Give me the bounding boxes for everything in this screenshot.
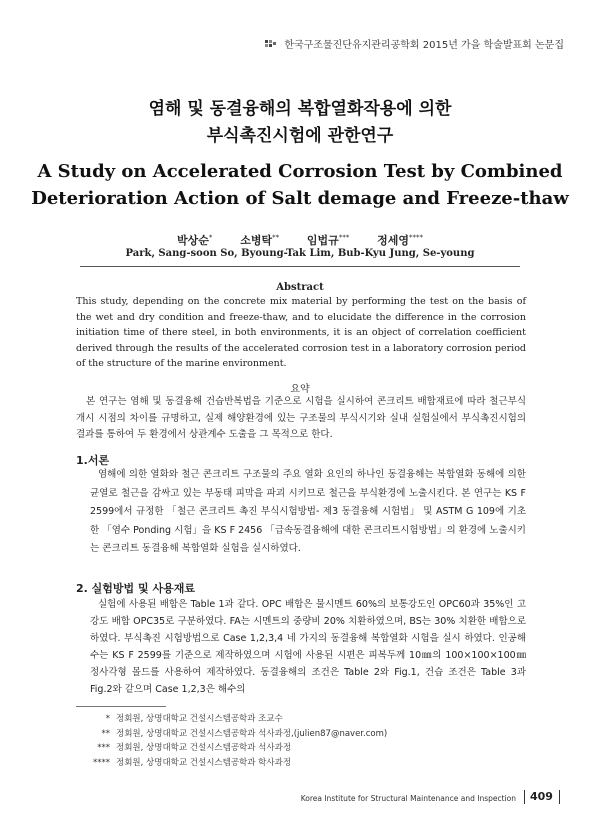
authors-korean xyxy=(0,232,600,248)
title-korean-line: 부식촉진시험에 관한연구 xyxy=(206,126,394,146)
divider xyxy=(80,266,520,267)
journal-name: 한국구조물진단유지관리공학회 2015년 가을 학술발표회 논문집 xyxy=(284,40,564,51)
abstract-body: This study, depending on the concrete mix material by performing the test on the basis of the wet and dry condition and freeze-thaw, and to elucidate the difference in the corrosion initiation time of there steel, in both environments, it is an object of correlation coefficient derived through the results of the accelerated corrosion test in a laboratory corrosion period of the structure of the marine environment. xyxy=(76,296,526,369)
footnote: ** 정회원, 상명대학교 건설시스템공학과 석사과정,(julien87@naver.com) xyxy=(101,728,388,739)
footer-divider xyxy=(559,790,560,804)
authors-english: Park, Sang-soon So, Byoung-Tak Lim, Bub-Kyu Jung, Se-young xyxy=(125,248,475,259)
title-korean-line: 염해 및 동결융해의 복합열화작용에 의한 xyxy=(148,99,452,119)
summary-body: 본 연구는 염해 및 동결융해 건습반복법을 기준으로 시험을 실시하여 콘크리트 배합재료에 따라 철근부식 개시 시점의 차이를 규명하고, 실제 해양환경에 있는 구조물의 부식시기와 실내 실험실에서 부식촉진시험의 결과를 통하여 두 환경에서 상관계수 도출을 그 목적으로 한다. xyxy=(76,396,526,440)
footnote: **** 정회원, 상명대학교 건설시스템공학과 학사과정 xyxy=(93,757,292,768)
section-1-heading: 1.서론 xyxy=(76,454,110,467)
journal-logo-icon xyxy=(265,39,277,52)
author: 정세영**** xyxy=(377,233,424,247)
footer-divider xyxy=(524,790,525,804)
author: 박상순* xyxy=(176,233,213,247)
section-2-heading: 2. 실험방법 및 사용재료 xyxy=(76,582,195,595)
footnote: * 정회원, 상명대학교 건설시스템공학과 조교수 xyxy=(105,714,283,724)
title-english-line: Deterioration Action of Salt demage and Freeze-thaw xyxy=(31,188,569,209)
footnotes xyxy=(86,712,387,770)
author: 소병탁** xyxy=(240,233,280,247)
footnote: *** 정회원, 상명대학교 건설시스템공학과 석사과정 xyxy=(97,743,292,753)
title-korean xyxy=(0,96,600,150)
abstract-heading: Abstract xyxy=(276,282,324,293)
footnote-divider xyxy=(76,706,166,707)
page-number: 409 xyxy=(530,790,553,803)
title-english-line: A Study on Accelerated Corrosion Test by Combined xyxy=(37,161,563,182)
footer-institute: Korea Institute for Structural Maintenance and Inspection xyxy=(300,794,516,803)
title-english xyxy=(0,158,600,212)
section-2-body: 실험에 사용된 배합은 Table 1과 같다. OPC 배합은 물시멘트 60%의 보통강도인 OPC60과 35%인 고강도 배합 OPC35로 구분하였다. FA는 시멘트의 중량비 20% 치환하였으며, BS는 30% 치환한 배합으로 하였다. 부식촉진 시험방법으로 Case 1,2,3,4 네 가지의 동결융해 복합열화 시험을 실시 하였다. 인공해수는 KS F 2599를 기준으로 제작하였으며 시험에 사용된 시편은 피복두께 10㎜의 100×100×100㎜ 정사각형 몰드를 사용하여 제작하였다. 동결융해의 조건은 Table 2와 Fig.1, 건습 조건은 Table 3과 Fig.2와 같으며 Case 1,2,3은 해수의 xyxy=(90,599,526,695)
author: 임법규*** xyxy=(306,233,350,247)
running-header xyxy=(265,36,564,52)
summary-heading: 요약 xyxy=(290,384,310,395)
section-1-body: 염해에 의한 열화와 철근 콘크리트 구조물의 주요 열화 요인의 하나인 동결융해는 복합열화 동해에 의한 균열로 철근을 감싸고 있는 부동태 피막을 파괴 시키므로 철근을 부식환경에 노출시킨다. 본 연구는 KS F 2599에서 규정한 「철근 콘크리트 촉진 부식시험방법- 제3 동결융해 시험법」 및 ASTM G 109에 기초한 「염수 Ponding 시험」을 KS F 2456 「급속동결융해에 대한 콘크리트시험방법」의 환경에 노출시키는 콘크리트 동결융해 복합열화 실험을 실시하였다. xyxy=(90,469,526,554)
